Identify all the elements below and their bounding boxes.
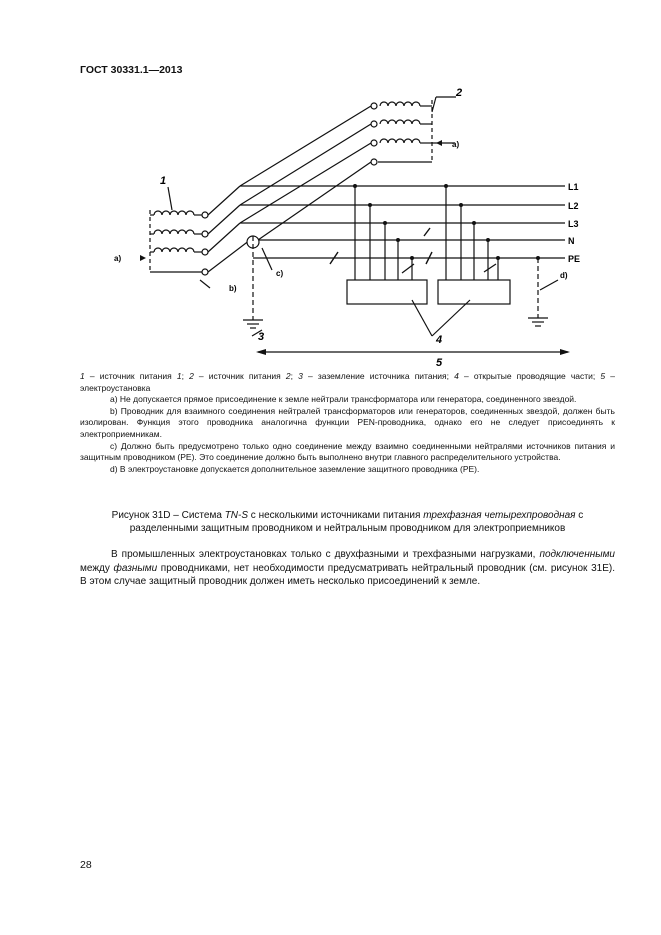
body-paragraph: В промышленных электроустановках только с двухфазными и трехфазными нагрузками, подключенными между фазными проводниками, нет необходимости предусматривать нейтральный проводник (см. рисунок 31E). В этом случае защитный проводник должен иметь несколько присоединений к земле.: [80, 549, 615, 588]
callout-5: 5: [436, 357, 443, 369]
legend-note-b: b) Проводник для взаимного соединения нейтралей трансформаторов или генераторов, соединенных звездой, должен быть изолирован. Функция этого проводника аналогична функции PEN-проводника, однако его не следует присоединять к электроприемникам.: [80, 405, 615, 439]
label-l3: L3: [568, 219, 579, 229]
callout-1: 1: [160, 175, 167, 187]
tn-s-circuit-diagram: [0, 0, 661, 370]
callout-a-left: a): [114, 254, 122, 263]
callout-3: 3: [258, 331, 265, 343]
source-1-coils: [150, 210, 202, 272]
legend-note-d: d) В электроустановке допускается дополнительное заземление защитного проводника (PE).: [110, 463, 480, 474]
legend-keys: 1 – источник питания 1; 2 – источник питания 2; 3 – заземление источника питания; 4 – открытые проводящие части; 5 – электроустановка: [80, 371, 615, 393]
figure-caption: Рисунок 31D – Система TN-S с несколькими источниками питания трехфазная четырехпроводная с разделенными защитным проводником и нейтральным проводником для электроприемников: [111, 510, 584, 534]
legend-note-a: a) Не допускается прямое присоединение к земле нейтрали трансформатора или генератора, соединенного звездой.: [110, 394, 577, 405]
source-2-coils: [378, 100, 455, 162]
legend-note-c: c) Должно быть предусмотрено только одно соединение между взаимно соединенными нейтралями источников питания и защитным проводником (PE). Это соединение должно быть выполнено внутри главного распределительного устройства.: [80, 440, 615, 463]
callout-c: c): [276, 269, 284, 278]
standard-number: ГОСТ 30331.1—2013: [80, 64, 183, 76]
figure-legend: [80, 371, 615, 475]
callout-4: 4: [436, 334, 443, 346]
label-n: N: [568, 236, 575, 246]
callout-2: 2: [456, 87, 463, 99]
label-l1: L1: [568, 182, 579, 192]
page-number: 28: [80, 859, 92, 871]
callout-a-right: a): [452, 140, 460, 149]
label-pe: PE: [568, 254, 581, 264]
callout-d: d): [560, 271, 568, 280]
callout-b: b): [229, 284, 237, 293]
label-l2: L2: [568, 201, 579, 211]
